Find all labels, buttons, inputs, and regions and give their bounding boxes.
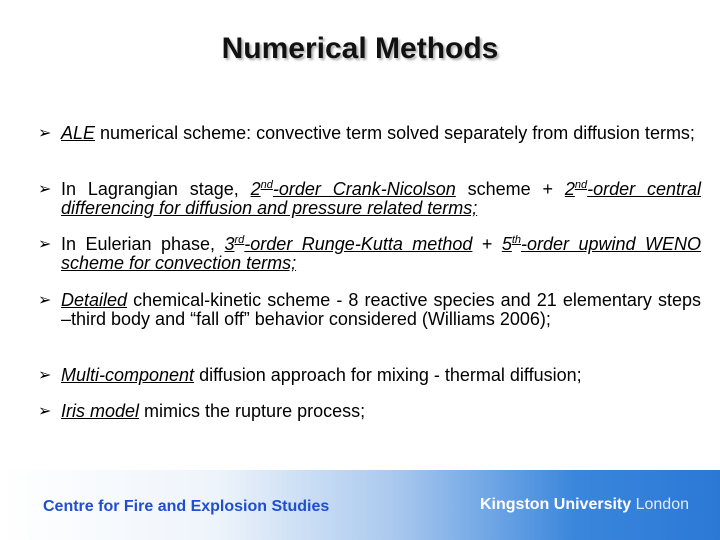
university-logo [480,496,689,514]
bullet-ale-scheme [38,124,701,143]
bullet-text: scheme + [455,179,565,199]
university-name: Kingston University [480,496,632,513]
university-city: London [635,496,689,513]
bullet-text: + [472,234,502,254]
bullet-text: chemical-kinetic scheme - 8 reactive species and 21 elementary steps –third body and “fall off” behavior considered (Williams 2006); [61,290,701,329]
order-suffix: nd [574,179,588,191]
order-suffix: th [511,234,522,246]
bullet-text: diffusion approach for mixing - thermal diffusion; [194,365,582,385]
arrow-bullet-icon: ➢ [38,292,52,309]
bullet-eulerian-phase [38,235,701,273]
footer-banner [0,470,720,540]
bullet-text: In Eulerian phase, [61,234,225,254]
arrow-bullet-icon: ➢ [38,403,52,420]
bullet-lagrangian-stage [38,180,701,218]
ale-term: ALE [61,123,96,143]
arrow-bullet-icon: ➢ [38,125,52,142]
order-suffix: rd [234,234,245,246]
bullet-iris-model [38,402,701,421]
arrow-bullet-icon: ➢ [38,367,52,384]
multi-component-term: Multi-component [61,365,195,385]
bullet-multi-component [38,366,701,385]
order-number: 2 [250,179,261,199]
bullet-text: mimics the rupture process; [139,401,366,421]
arrow-bullet-icon: ➢ [38,181,52,198]
central-differencing-term: -order central differencing for diffusion and pressure related terms; [61,179,701,218]
order-suffix: nd [260,179,273,191]
detailed-term: Detailed [61,290,128,310]
arrow-bullet-icon: ➢ [38,236,52,253]
bullet-text: numerical scheme: convective term solved separately from diffusion terms; [95,123,695,143]
bullet-chemical-kinetics [38,291,701,329]
iris-model-term: Iris model [61,401,140,421]
order-number: 5 [501,234,512,254]
order-number: 3 [224,234,235,254]
weno-term: -order upwind WENO scheme for convection terms; [61,234,701,273]
order-number: 2 [564,179,575,199]
runge-kutta-term: -order Runge-Kutta method [244,234,473,254]
bullet-text: In Lagrangian stage, [61,179,251,199]
crank-nicolson-term: -order Crank-Nicolson [272,179,456,199]
slide-title: Numerical Methods [221,32,499,65]
centre-name: Centre for Fire and Explosion Studies [43,498,330,515]
